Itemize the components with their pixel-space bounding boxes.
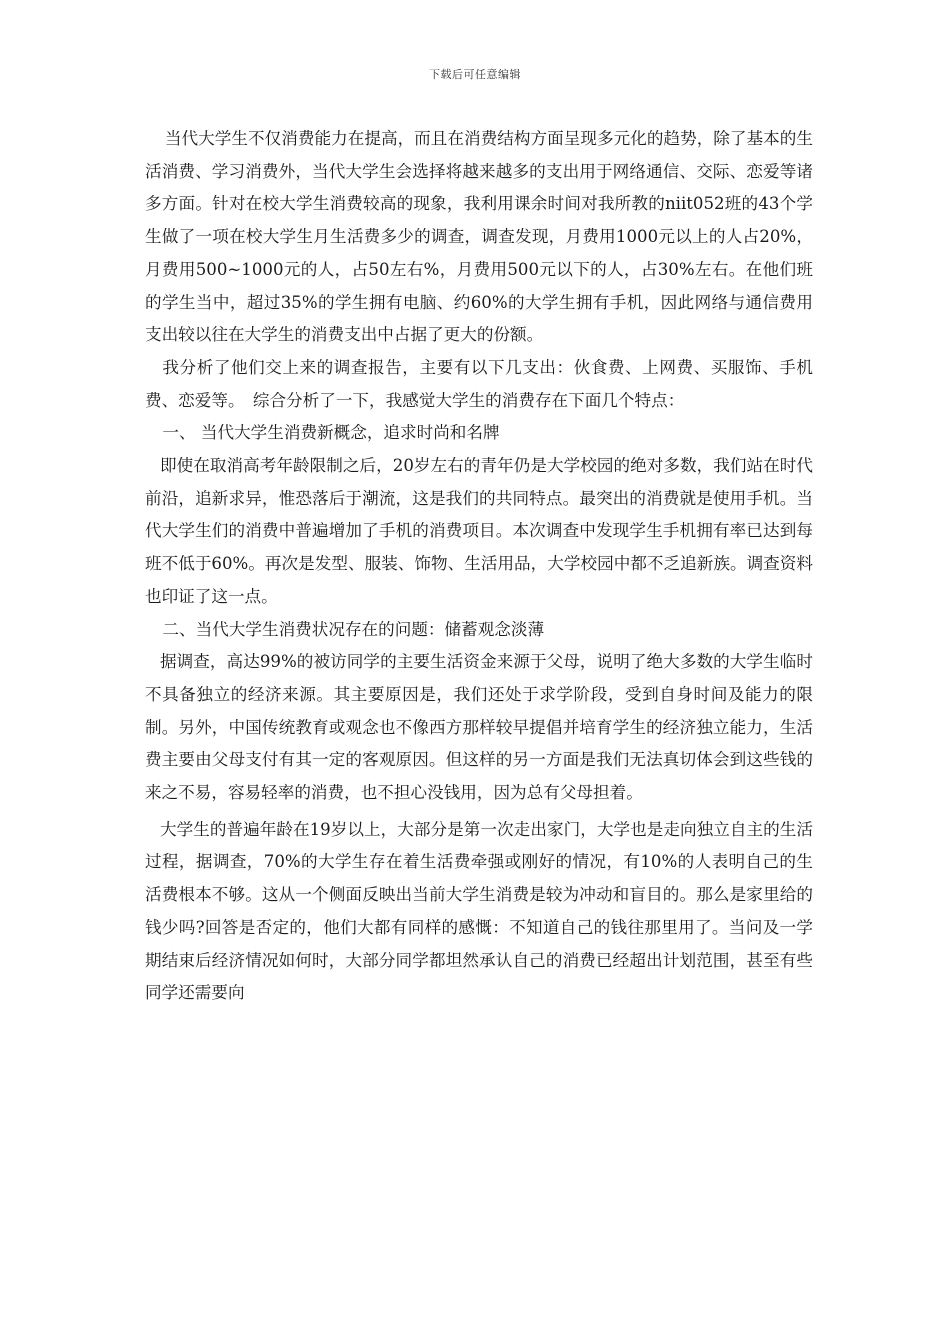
section-heading-2: 二、当代大学生消费状况存在的问题：储蓄观念淡薄	[162, 619, 545, 639]
paragraph-section-1: 即使在取消高考年龄限制之后，20岁左右的青年仍是大学校园的绝对多数，我们站在时代前沿，追新求异，惟恐落后于潮流，这是我们的共同特点。最突出的消费就是使用手机。当代大学生们的消费中普遍增加了手机的消费项目。本次调查中发现学生手机拥有率已达到每班不低于60%。再次是发型、服装、饰物、生活用品，大学校园中都不乏追新族。调查资料也印证了这一点。	[145, 456, 813, 606]
paragraph-intro: 当代大学生不仅消费能力在提高，而且在消费结构方面呈现多元化的趋势，除了基本的生活消费、学习消费外，当代大学生会选择将越来越多的支出用于网络通信、交际、恋爱等诸多方面。针对在校大学生消费较高的现象，我利用课余时间对我所教的niit052班的43个学生做了一项在校大学生月生活费多少的调查，调查发现，月费用1000元以上的人占20%，月费用500~1000元的人，占50左右%，月费用500元以下的人，占30%左右。在他们班的学生当中，超过35%的学生拥有电脑、约60%的大学生拥有手机，因此网络与通信费用支出较以往在大学生的消费支出中占据了更大的份额。	[145, 129, 813, 345]
document-body	[145, 123, 813, 1010]
page-header: 下载后可任意编辑	[429, 68, 521, 81]
paragraph-age: 大学生的普遍年龄在19岁以上，大部分是第一次走出家门，大学也是走向独立自主的生活过程，据调查，70%的大学生存在着生活费牵强或刚好的情况，有10%的人表明自己的生活费根本不够。这从一个侧面反映出当前大学生消费是较为冲动和盲目的。那么是家里给的钱少吗?回答是否定的，他们大都有同样的感慨：不知道自己的钱往那里用了。当问及一学期结束后经济情况如何时，大部分同学都坦然承认自己的消费已经超出计划范围，甚至有些同学还需要向	[145, 819, 813, 1003]
paragraph-section-2: 据调查，高达99%的被访同学的主要生活资金来源于父母，说明了绝大多数的大学生临时不具备独立的经济来源。其主要原因是，我们还处于求学阶段，受到自身时间及能力的限制。另外，中国传统教育或观念也不像西方那样较早提倡并培育学生的经济独立能力，生活费主要由父母支付有其一定的客观原因。但这样的另一方面是我们无法真切体会到这些钱的来之不易，容易轻率的消费，也不担心没钱用，因为总有父母担着。	[145, 652, 813, 803]
paragraph-analysis: 我分析了他们交上来的调查报告，主要有以下几支出：伙食费、上网费、买服饰、手机费、恋爱等。 综合分析了一下，我感觉大学生的消费存在下面几个特点：	[145, 357, 813, 410]
section-heading-1: 一、 当代大学生消费新概念，追求时尚和名牌	[162, 423, 500, 443]
